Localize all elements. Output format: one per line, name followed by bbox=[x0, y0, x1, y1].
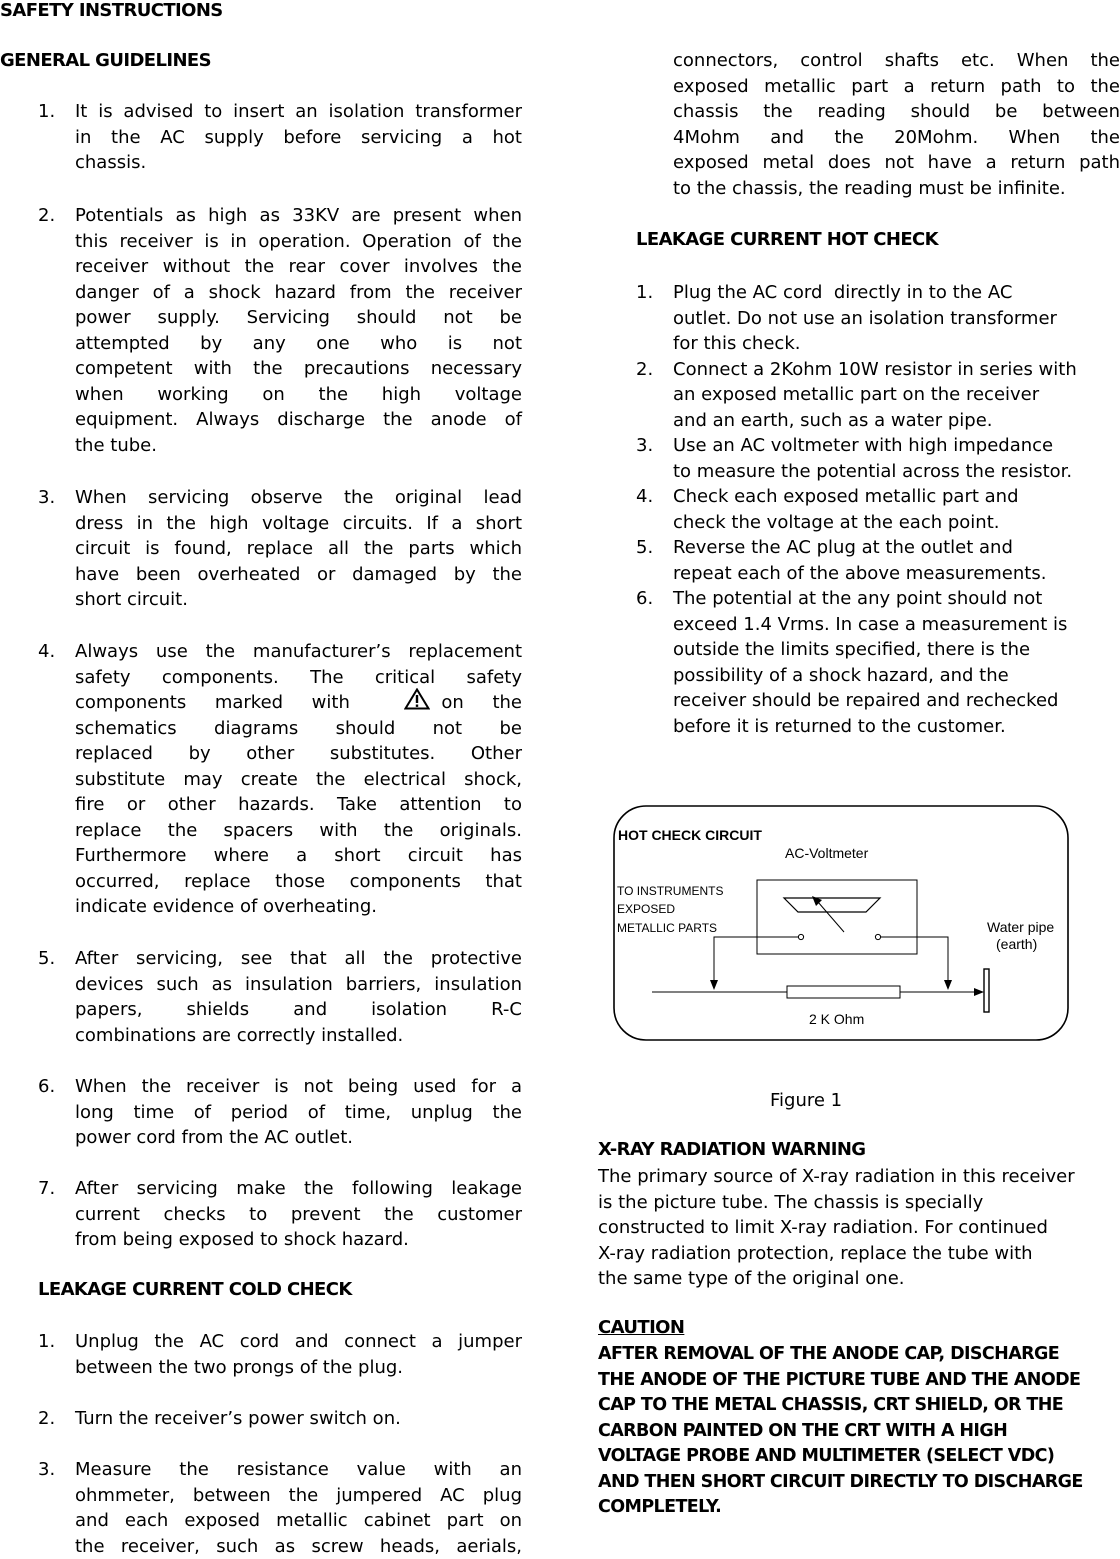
general-item-2-number: 2. bbox=[38, 203, 55, 229]
caution-line-5: VOLTAGE PROBE AND MULTIMETER (SELECT VDC) bbox=[598, 1444, 1054, 1470]
general-item-4-line-8: replace the spacers with the originals. bbox=[75, 818, 522, 844]
voltmeter-terminal-right bbox=[875, 934, 880, 939]
hot-check-circuit-diagram bbox=[612, 804, 1070, 1042]
general-item-3-number: 3. bbox=[38, 485, 55, 511]
hot-item-3-number: 3. bbox=[636, 433, 653, 459]
general-item-1-line-1: It is advised to insert an isolation transformer bbox=[75, 99, 522, 125]
general-item-6-line-1: When the receiver is not being used for a bbox=[75, 1074, 522, 1100]
hot-item-1-line-2: outlet. Do not use an isolation transformer bbox=[673, 306, 1057, 332]
general-item-5-line-1: After servicing, see that all the protective bbox=[75, 946, 522, 972]
cold-item-1-line-1: Unplug the AC cord and connect a jumper bbox=[75, 1329, 522, 1355]
xray-line-4: X-ray radiation protection, replace the tube with bbox=[598, 1241, 1033, 1267]
general-item-3-line-1: When servicing observe the original lead bbox=[75, 485, 522, 511]
cold-item-3-line-3: and each exposed metallic cabinet part on bbox=[75, 1508, 522, 1534]
cold-item-1-line-2: between the two prongs of the plug. bbox=[75, 1355, 522, 1381]
left-lead-wire bbox=[714, 937, 798, 982]
hot-item-3-line-1: Use an AC voltmeter with high impedance bbox=[673, 433, 1053, 459]
general-item-7-line-1: After servicing make the following leakage bbox=[75, 1176, 522, 1202]
general-item-4-line-7: fire or other hazards. Take attention to bbox=[75, 792, 522, 818]
general-item-1-number: 1. bbox=[38, 99, 55, 125]
general-item-2-line-10: the tube. bbox=[75, 433, 522, 459]
hot-item-4-number: 4. bbox=[636, 484, 653, 510]
general-item-2-line-4: danger of a shock hazard from the receiver bbox=[75, 280, 522, 306]
hot-item-2-line-3: and an earth, such as a water pipe. bbox=[673, 408, 993, 434]
hot-item-1-line-3: for this check. bbox=[673, 331, 800, 357]
general-item-4-line-1: Always use the manufacturer’s replacement bbox=[75, 639, 522, 665]
xray-line-1: The primary source of X-ray radiation in this receiver bbox=[598, 1164, 1075, 1190]
caution-line-6: AND THEN SHORT CIRCUIT DIRECTLY TO DISCHARGE bbox=[598, 1470, 1083, 1496]
general-item-5-number: 5. bbox=[38, 946, 55, 972]
cold-item-3-line-4: the receiver, such as screw heads, aerials, bbox=[75, 1534, 522, 1559]
voltmeter-needle bbox=[818, 902, 844, 932]
general-item-2-line-9: equipment. Always discharge the anode of bbox=[75, 407, 522, 433]
hot-item-6-number: 6. bbox=[636, 586, 653, 612]
instruments-label-line-1: TO INSTRUMENTS bbox=[617, 884, 723, 898]
general-item-4-number: 4. bbox=[38, 639, 55, 665]
general-item-4-line-6: substitute may create the electrical shock, bbox=[75, 767, 522, 793]
hot-item-4-line-1: Check each exposed metallic part and bbox=[673, 484, 1019, 510]
general-item-4-line-2: safety components. The critical safety bbox=[75, 665, 522, 691]
general-item-3-line-5: short circuit. bbox=[75, 587, 522, 613]
general-item-5-line-3: papers, shields and isolation R-C bbox=[75, 997, 522, 1023]
voltmeter-dial bbox=[784, 898, 880, 912]
cold-item-3-line-1: Measure the resistance value with an bbox=[75, 1457, 522, 1483]
cold-continuation-line-5: exposed metal does not have a return path bbox=[673, 150, 1120, 176]
voltmeter-label: AC-Voltmeter bbox=[785, 845, 869, 861]
caution-line-3: CAP TO THE METAL CHASSIS, CRT SHIELD, OR THE bbox=[598, 1393, 1063, 1419]
general-item-4-line-3b: on the bbox=[440, 690, 522, 716]
general-item-4-line-11: indicate evidence of overheating. bbox=[75, 894, 522, 920]
cold-continuation-line-4: 4Mohm and the 20Mohm. When the bbox=[673, 125, 1120, 151]
water-pipe-label-line-2: (earth) bbox=[996, 936, 1037, 952]
general-item-2-line-1: Potentials as high as 33KV are present when bbox=[75, 203, 522, 229]
hot-item-6-line-4: possibility of a shock hazard, and the bbox=[673, 663, 1009, 689]
hot-item-6-line-1: The potential at the any point should not bbox=[673, 586, 1042, 612]
general-item-6-number: 6. bbox=[38, 1074, 55, 1100]
instruments-label-line-3: METALLIC PARTS bbox=[617, 921, 717, 935]
general-item-1-line-3: chassis. bbox=[75, 150, 522, 176]
hot-item-6-line-5: receiver should be repaired and rechecked bbox=[673, 688, 1058, 714]
general-item-2-line-3: receiver without the rear cover involves the bbox=[75, 254, 522, 280]
page-title: SAFETY INSTRUCTIONS bbox=[0, 0, 223, 21]
general-item-7-number: 7. bbox=[38, 1176, 55, 1202]
cold-continuation-line-2: exposed metallic part a return path to the bbox=[673, 74, 1120, 100]
general-heading: GENERAL GUIDELINES bbox=[0, 50, 211, 71]
general-item-4-line-5: replaced by other substitutes. Other bbox=[75, 741, 522, 767]
hot-item-2-line-2: an exposed metallic part on the receiver bbox=[673, 382, 1039, 408]
cold-check-heading: LEAKAGE CURRENT COLD CHECK bbox=[38, 1279, 352, 1300]
hot-item-1-number: 1. bbox=[636, 280, 653, 306]
cold-continuation-line-1: connectors, control shafts etc. When the bbox=[673, 48, 1120, 74]
xray-line-5: the same type of the original one. bbox=[598, 1266, 904, 1292]
diagram-title: HOT CHECK CIRCUIT bbox=[618, 827, 762, 843]
left-lead-arrowhead bbox=[710, 980, 718, 990]
resistor-label: 2 K Ohm bbox=[809, 1011, 864, 1027]
general-item-6-line-2: long time of period of time, unplug the bbox=[75, 1100, 522, 1126]
resistor-2k-ohm bbox=[787, 986, 900, 998]
earth-arrowhead bbox=[974, 988, 984, 996]
general-item-7-line-2: current checks to prevent the customer bbox=[75, 1202, 522, 1228]
hot-item-2-line-1: Connect a 2Kohm 10W resistor in series with bbox=[673, 357, 1077, 383]
cold-item-3-line-2: ohmmeter, between the jumpered AC plug bbox=[75, 1483, 522, 1509]
cold-item-2-line-1: Turn the receiver’s power switch on. bbox=[75, 1406, 522, 1432]
general-item-2-line-5: power supply. Servicing should not be bbox=[75, 305, 522, 331]
right-lead-wire bbox=[881, 937, 948, 982]
water-pipe-label-line-1: Water pipe bbox=[987, 919, 1054, 935]
general-item-2-line-6: attempted by any one who is not bbox=[75, 331, 522, 357]
water-pipe-earth-plate bbox=[984, 969, 989, 1012]
cold-continuation-line-3: chassis the reading should be between bbox=[673, 99, 1120, 125]
general-item-7-line-3: from being exposed to shock hazard. bbox=[75, 1227, 522, 1253]
general-item-5-line-2: devices such as insulation barriers, insulation bbox=[75, 972, 522, 998]
caution-line-1: AFTER REMOVAL OF THE ANODE CAP, DISCHARGE bbox=[598, 1342, 1059, 1368]
general-item-6-line-3: power cord from the AC outlet. bbox=[75, 1125, 522, 1151]
general-item-3-line-3: circuit is found, replace all the parts which bbox=[75, 536, 522, 562]
voltmeter-box bbox=[757, 880, 917, 954]
xray-line-3: constructed to limit X-ray radiation. For continued bbox=[598, 1215, 1048, 1241]
general-item-2-line-2: this receiver is in operation. Operation of the bbox=[75, 229, 522, 255]
caution-line-7: COMPLETELY. bbox=[598, 1495, 721, 1521]
general-item-5-line-4: combinations are correctly installed. bbox=[75, 1023, 522, 1049]
cold-continuation-line-6: to the chassis, the reading must be infinite. bbox=[673, 176, 1120, 202]
general-item-2-line-8: when working on the high voltage bbox=[75, 382, 522, 408]
right-lead-arrowhead bbox=[944, 980, 952, 990]
hot-item-4-line-2: check the voltage at the each point. bbox=[673, 510, 1000, 536]
hot-item-6-line-3: outside the limits specified, there is the bbox=[673, 637, 1030, 663]
cold-item-2-number: 2. bbox=[38, 1406, 55, 1432]
cold-item-1-number: 1. bbox=[38, 1329, 55, 1355]
general-item-3-line-2: dress in the high voltage circuits. If a short bbox=[75, 511, 522, 537]
hot-item-5-number: 5. bbox=[636, 535, 653, 561]
figure-caption: Figure 1 bbox=[770, 1088, 842, 1114]
xray-heading: X-RAY RADIATION WARNING bbox=[598, 1139, 865, 1160]
general-item-4-line-3a: components marked with bbox=[75, 690, 405, 716]
hot-check-heading: LEAKAGE CURRENT HOT CHECK bbox=[636, 229, 938, 250]
caution-line-2: THE ANODE OF THE PICTURE TUBE AND THE ANODE bbox=[598, 1368, 1080, 1394]
hot-item-6-line-2: exceed 1.4 Vrms. In case a measurement is bbox=[673, 612, 1067, 638]
hot-item-6-line-6: before it is returned to the customer. bbox=[673, 714, 1006, 740]
hot-item-5-line-1: Reverse the AC plug at the outlet and bbox=[673, 535, 1013, 561]
general-item-3-line-4: have been overheated or damaged by the bbox=[75, 562, 522, 588]
caution-line-4: CARBON PAINTED ON THE CRT WITH A HIGH bbox=[598, 1419, 1007, 1445]
general-item-4-line-9: Furthermore where a short circuit has bbox=[75, 843, 522, 869]
hot-item-1-line-1: Plug the AC cord directly in to the AC bbox=[673, 280, 1012, 306]
general-item-4-line-10: occurred, replace those components that bbox=[75, 869, 522, 895]
general-item-1-line-2: in the AC supply before servicing a hot bbox=[75, 125, 522, 151]
general-item-4-line-4: schematics diagrams should not be bbox=[75, 716, 522, 742]
cold-item-3-number: 3. bbox=[38, 1457, 55, 1483]
xray-line-2: is the picture tube. The chassis is specially bbox=[598, 1190, 983, 1216]
hot-item-2-number: 2. bbox=[636, 357, 653, 383]
caution-heading: CAUTION bbox=[598, 1317, 684, 1338]
hot-item-5-line-2: repeat each of the above measurements. bbox=[673, 561, 1046, 587]
warning-triangle-icon bbox=[404, 688, 430, 710]
hot-item-3-line-2: to measure the potential across the resistor. bbox=[673, 459, 1072, 485]
instruments-label-line-2: EXPOSED bbox=[617, 902, 675, 916]
voltmeter-terminal-left bbox=[798, 934, 803, 939]
general-item-2-line-7: competent with the precautions necessary bbox=[75, 356, 522, 382]
